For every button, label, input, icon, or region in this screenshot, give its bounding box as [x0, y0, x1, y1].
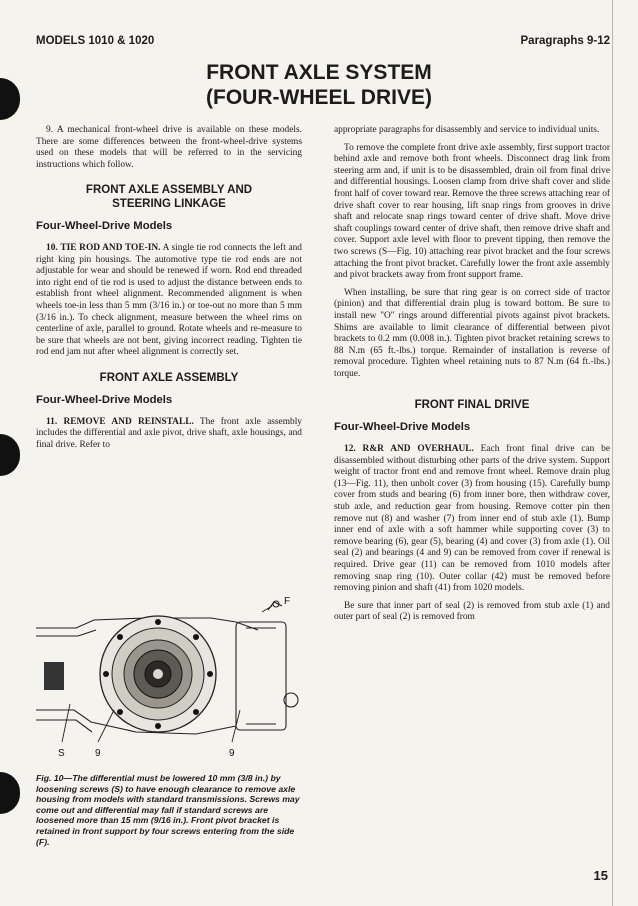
- paragraph-body: A single tie rod connects the left and right king pin housings. The automotive type tie rod ends are not adjustable for wear and should be renewed if worn. Rod end threaded into right end of tie rod is used to adjust the distance between ends to establish front wheel alignment. Recommended alignment is when wheels toe-in less than 5 mm (3/16 in.) or toe-out no more than 5 mm (3/16 in.). To check alignment, measure between the wheel rims on centerline of axle, parallel to ground. Rotate wheels and re-measure to be sure that wheels are not bent, giving incorrect reading. Tighten tie rod end jam nut after wheel alignment is correctly set.: [36, 242, 302, 358]
- figure-label-f: F: [284, 596, 291, 607]
- subheading-four-wheel-drive: Four-Wheel-Drive Models: [36, 393, 173, 406]
- binder-hole-bottom: [0, 772, 20, 814]
- paragraph-number: 10.: [46, 242, 58, 253]
- figure-10-caption: Fig. 10—The differential must be lowered 10 mm (3/8 in.) by loosening screws (S) to have enough clearance to remove axle housing from models with standard transmissions. Screws may come out and differential may fall if standard screws are loosened more than 15 mm (9/16 in.). Front pivot bracket is retained in front support by four screws entering from the side (F).: [36, 773, 300, 847]
- subheading-four-wheel-drive: Four-Wheel-Drive Models: [36, 220, 173, 233]
- heading-line: FRONT AXLE ASSEMBLY AND: [85, 184, 253, 197]
- paragraph-body: Each front final drive can be disassembled without disturbing other parts of the drive system. Support weight of tractor front end and remove front wheel. Remove drain plug (13—Fig. 11), then unbolt cover (3) from housing (15). Carefully bump cover from studs and bearing (6) from inner bore, then withdraw cover, stub axle, and reduction gear from housing. Remove cotter pin then remove nut (8) and washer (7) from inner end of stub axle (1). Bump inner end of axle with a soft hammer while supporting cover (3) to remove bearing (6), gear (5), bearing (4) and cover (3) from axle (1). Oil seal (2) and bearings (4 and 9) can be removed from cover if renewal is required. Drive gear (11) can be removed from 1010 models after removing snap ring (10). Outer collar (42) must be removed before removing pinion and shaft (41) from 1020 models.: [334, 444, 611, 594]
- figure-label-s: S: [58, 748, 65, 759]
- page-number: 15: [593, 868, 608, 883]
- header-paragraphs: Paragraphs 9-12: [520, 35, 610, 47]
- page-edge-line: [612, 0, 613, 906]
- figure-10-illustration: [36, 592, 302, 770]
- title-line-2: (FOUR-WHEEL DRIVE): [206, 86, 432, 109]
- right-column: [334, 125, 610, 630]
- paragraph-10: [36, 243, 302, 359]
- paragraph-body: The front axle assembly includes the differential and axle pivot, drive shaft, axle housings, and final drive. Refer to: [36, 416, 302, 450]
- left-column: [36, 125, 302, 453]
- paragraph-remove-axle: To remove the complete front drive axle assembly, first support tractor behind axle and remove both front wheels. Disconnect drag link from steering arm and, if unit is to be disassembled, drain oil from final drive and differential housings. Loosen clamp from drive shaft cover and slide front half of cover toward rear. Remove the three screws attaching rear of drive shaft cover to rear housing, lift snap rings from grooves in drive shaft and relocate snap rings toward center of drive shaft. Move drive shaft couplings toward center of drive shaft, then remove drive shaft and cover. Support axle level with floor to prevent tipping, then remove the two screws (S—Fig. 10) attaching rear pivot bracket and the four screws attaching the front pivot bracket. Carefully lower the front axle assembly and pivot brackets away from front support frame.: [334, 142, 610, 281]
- figure-label-9-left: 9: [95, 748, 101, 759]
- paragraph-continuation: appropriate paragraphs for disassembly and service to individual units.: [334, 125, 600, 135]
- paragraph-seal: Be sure that inner part of seal (2) is removed from stub axle (1) and outer part of seal (2) is removed from: [334, 600, 610, 623]
- paragraph-12: [334, 444, 610, 595]
- header-models: MODELS 1010 & 1020: [36, 35, 155, 47]
- paragraph-title: R&R AND OVERHAUL.: [362, 444, 474, 455]
- heading-front-final-drive: FRONT FINAL DRIVE: [414, 399, 530, 412]
- paragraph-installing: When installing, be sure that ring gear is on correct side of tractor (pinion) and that differential drain plug is toward bottom. Be sure to install new "O" rings around differential pivots against pivot brackets. Shims are available to limit clearance of differential between pivot brackets to 0.2 mm (0.008 in.). Tighten pivot bracket retaining screws to 88 N.m (65 ft.-lbs.) torque. Remainder of installation is reverse of removal procedure. Tighten wheel retaining nuts to 87 N.m (64 ft.-lbs.) torque.: [334, 287, 610, 379]
- paragraph-11: [36, 417, 302, 452]
- differential-housing: [100, 616, 216, 732]
- subheading-four-wheel-drive: Four-Wheel-Drive Models: [334, 421, 471, 434]
- heading-line: STEERING LINKAGE: [112, 198, 226, 211]
- paragraph-9: 9. A mechanical front-wheel drive is available on these models. There are some differences between the front-wheel-drive systems used on these models that will be referred to in the servicing instructions which follow.: [36, 125, 302, 170]
- paragraph-number: 11.: [46, 416, 58, 427]
- paragraph-number: 12.: [344, 444, 356, 455]
- heading-front-axle-assembly: FRONT AXLE ASSEMBLY: [99, 371, 239, 384]
- paragraph-title: REMOVE AND REINSTALL.: [63, 416, 194, 427]
- page-title: [0, 60, 638, 110]
- heading-front-axle-steering: [36, 183, 302, 211]
- figure-label-9-right: 9: [229, 748, 235, 759]
- paragraph-title: TIE ROD AND TOE-IN.: [60, 242, 161, 253]
- title-line-1: FRONT AXLE SYSTEM: [206, 61, 432, 84]
- binder-hole-middle: [0, 434, 20, 476]
